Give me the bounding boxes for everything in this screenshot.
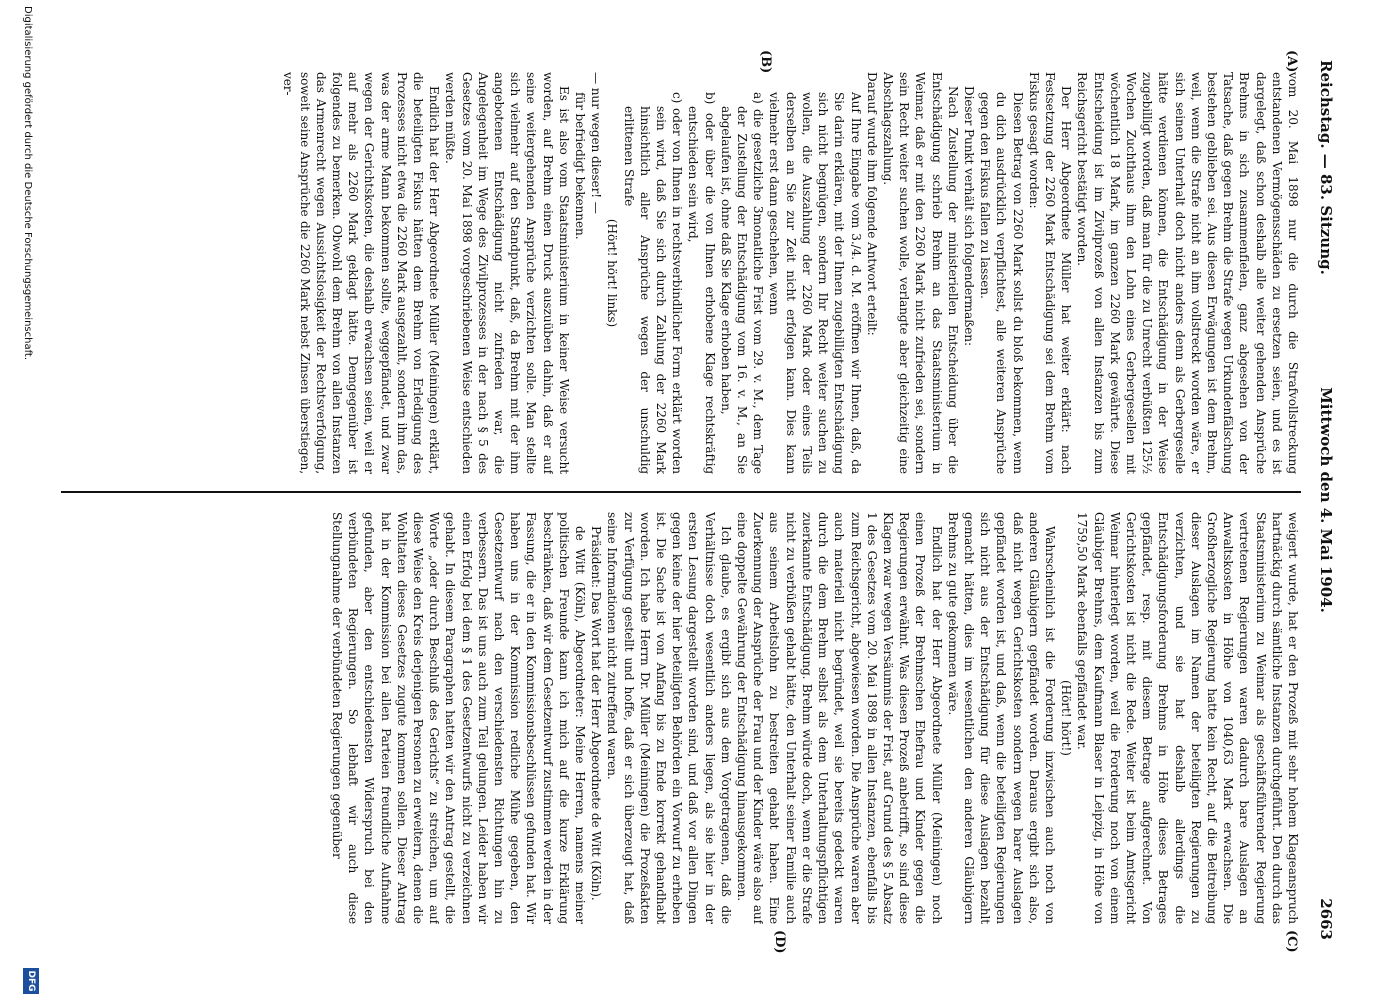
page-number: 2663 <box>1317 898 1335 940</box>
quote: Diesen Betrag von 2260 Mark sollst du bloß bekommen, wenn du dich ausdrücklich verpflichtest, alle weiteren Ansprüche gegen den Fiskus fallen zu lassen. <box>978 92 1025 474</box>
header-session: Reichstag. — 83. Sitzung. <box>1317 60 1335 275</box>
margin-mark-b: (B) <box>758 50 773 74</box>
paragraph: Endlich hat der Herr Abgeordnete Müller (Meiningen) erklärt, die beteiligten Fiskus hätten dem Brehm von Erledigung des Prozesses nicht etwa die 2260 Mark ausgezahlt, sondern ihm das, was der arme Mann bekommen sollte, weggepfändet, und zwar wegen der Gerichtskosten, die deshalb erwachsen seien, weil er auf mehr als 2260 Mark geklagt hätte. Demgegenüber ist folgendes zu bemerken. Obwohl dem Brehm von allen Instanzen das Armenrecht wegen Aussichtslosigkeit der Rechtsverfolgung, soweit seine Ansprüche die 2260 Mark nebst Zinsen überstiegen, ver- <box>281 72 442 474</box>
paragraph: Wahrscheinlich ist die Forderung inzwischen auch noch von anderen Gläubigern gepfändet worden. Daraus ergibt sich also, daß nicht wegen Gerichtskosten sondern wegen barer Auslagen gepfändet worden ist, und daß, wenn die beteiligten Regierungen sich nicht aus der Entschädigung für diese Auslagen bezahlt gemacht hätten, dies im wesentlichen den anderen Gläubigern Brehms zu gute gekommen wäre. <box>945 512 1057 924</box>
list-item: a) die gesetzliche 3monatliche Frist vom 29. v. M., dem Tage der Zustellung der Entschädigung vom 16. v. M., an Sie abgelaufen ist, ohne daß Sie Klage erhoben haben, <box>718 92 766 474</box>
dfg-logo: DFG <box>23 968 39 994</box>
list-item-end: für befriedigt bekennen. <box>573 92 588 240</box>
list-item: b) oder über die von Ihnen erhobene Klage rechtskräftig entschieden sein wird, <box>686 92 717 474</box>
footer-credit: Digitalisierung gefördert durch die Deutsche Forschungsgemeinschaft. <box>22 6 33 361</box>
interjection: (Hört! hört! links) <box>605 218 620 328</box>
right-column <box>101 512 1301 924</box>
column-divider <box>61 491 1301 493</box>
paragraph: Nach Zustellung der ministeriellen Entscheidung über die Entschädigung schrieb Brehm an das Staatsministerium in Weimar, daß er mit den 2260 Mark nicht zufrieden sei, sondern sein Recht weiter suchen wolle, verlangte aber gleichzeitig eine Abschlagszahlung. <box>880 72 960 474</box>
margin-mark-a: (A) <box>1284 50 1299 73</box>
quote: Auf Ihre Eingabe vom 3./4. d. M. eröffnen wir Ihnen, daß, da Sie darin erklären, mit der Ihnen zugebilligten Entschädigung sich nicht begnügen, sondern Ihr Recht weiter suchen zu wollen, die Auszahlung der 2260 Mark oder eines Teils derselben an Sie zur Zeit nicht erfolgen kann. Dies kann vielmehr erst dann geschehen, wenn <box>767 92 863 474</box>
paragraph: Ich glaube, es ergibt sich aus dem Vorgetragenen, daß die Verhältnisse doch wesentlich anders liegen, als sie hier in der ersten Lesung dargestellt worden sind, und daß vor allen Dingen gegen keine der hier beteiligten Behörden ein Vorwurf zu erheben ist. Die Sache ist von Anfang bis zu Ende korrekt gehandhabt worden. Ich habe Herrn Dr. Müller (Meiningen) die Prozeßakten zur Verfügung gestellt und hoffe, daß er sich überzeugt hat, daß seine Informationen nicht zutreffend waren. <box>605 512 733 924</box>
margin-mark-d: (D) <box>772 930 787 954</box>
interjection: — nur wegen dieser! — <box>589 72 604 214</box>
paragraph: vom 20. Mai 1898 nur die durch die Strafvollstreckung entstandenen Vermögensschäden zu ersetzen seien, und es ist dargelegt, daß schon deshalb alle weiter gehenden Ansprüche Brehms in sich zusammenfielen, ganz abgesehen von der Tatsache, daß gegen Brehm die Strafe wegen Urkundenfälschung bestehen geblieben sei. Aus diesen Erwägungen ist dem Brehm, weil, wenn die Strafe nicht an ihm vollstreckt worden wäre, er sich seinen Unterhalt doch nicht anders denn als Gerbergeselle hätte verdienen können, die Entschädigung in der Weise zugebilligt worden, daß man für die zu Unrecht verbüßten 125½ Wochen Zuchthaus ihm den Lohn eines Gerbergesellen mit wöchentlich 18 Mark, im ganzen 2260 Mark gewährte. Diese Entscheidung ist im Zivilprozeß von allen Instanzen bis zum Reichsgericht bestätigt worden. <box>1075 72 1300 474</box>
speaker-paragraph: de Witt (Köln), Abgeordneter: Meine Herren, namens meiner politischen Freunde kann ich mich auf die kurze Erklärung beschränken, daß wir dem Gesetzentwurf zustimmen werden in der Fassung, die er in den Kommissionsbeschlüssen gefunden hat. Wir haben uns in der Kommission redliche Mühe gegeben, den Gesetzentwurf nach den verschiedensten Richtungen hin zu verbessern. Das ist uns auch zum Teil gelungen. Leider haben wir einen Erfolg bei dem § 1 des Gesetzentwurfs nicht zu verzeichnen gehabt. In diesem Paragraphen hatten wir den Antrag gestellt, die Worte „oder durch Beschluß des Gerichts“ zu streichen, um auf diese Weise den Kreis derjenigen Personen zu erweitern, denen die Wohltaten dieses Gesetzes zugute kommen sollen. Dieser Antrag hat in der Kommission bei allen Parteien freundliche Aufnahme gefunden, aber den entschiedensten Widerspruch bei den verbündeten Regierungen. So lebhaft wir auch diese Stellungnahme der verbündeten Regierungen gegenüber <box>330 512 588 924</box>
paragraph: Dieser Punkt verhält sich folgendermaßen: <box>961 86 976 346</box>
page-header <box>1309 60 1335 940</box>
paragraph: Darauf wurde ihm folgende Antwort erteilt: <box>864 72 879 336</box>
header-date: Mittwoch den 4. Mai 1904. <box>1317 387 1335 613</box>
footer <box>11 0 41 1000</box>
left-column <box>101 72 1301 474</box>
list-item: c) oder von Ihnen in rechtsverbindlicher Form erklärt worden sein wird, daß Sie sich durch Zahlung der 2260 Mark hinsichtlich aller Ansprüche wegen der unschuldig erlittenen Strafe <box>621 92 685 474</box>
paragraph: Es ist also vom Staatsministerium in keiner Weise versucht worden, auf Brehm einen Druck auszuüben dahin, daß er auf seine weitergehenden Ansprüche verzichten solle. Man stellte sich vielmehr auf den Standpunkt, daß, da Brehm mit der ihm angebotenen Entschädigung nicht zufrieden war, die Angelegenheit im Wege des Zivilprozesses in der nach § 5 des Gesetzes vom 20. Mai 1898 vorgeschriebenen Weise entschieden werden müßte. <box>443 72 571 474</box>
speaker-paragraph: Präsident: Das Wort hat der Herr Abgeordnete de Witt (Köln). <box>589 526 604 901</box>
paragraph: weigert wurde, hat er den Prozeß mit sehr hohem Klageanspruch hartnäckig durch sämtliche Instanzen durchgeführt. Den durch das Staatsministerium zu Weimar als geschäftsführender Regierung vertretenen Regierungen waren dadurch bare Auslagen an Anwaltskosten in Höhe von 1040,63 Mark erwachsen. Die Großherzogliche Regierung hatte kein Recht, auf die Beitreibung dieser Auslagen im Namen der beteiligten Regierungen zu verzichten, und sie hat deshalb allerdings die Entschädigungsforderung Brehms in Höhe dieses Betrages gepfändet, resp. mit diesem Betrage aufgerechnet. Von Gerichtskosten ist nicht die Rede. Weiter ist beim Amtsgericht Weimar hinterlegt worden, weil die Forderung noch von einem Gläubiger Brehms, dem Kaufmann Blaser in Leipzig, in Höhe von 1759,50 Mark ebenfalls gepfändet war. <box>1075 512 1300 924</box>
paragraph: Der Herr Abgeordnete Müller hat weiter erklärt: nach Festsetzung der 2260 Mark Entschädigung sei dem Brehm vom Fiskus gesagt worden: <box>1026 72 1074 474</box>
margin-mark-c: (C) <box>1284 930 1299 953</box>
interjection: (Hört! hört!) <box>1059 680 1074 756</box>
paragraph: Endlich hat der Herr Abgeordnete Müller (Meiningen) noch einen Prozeß der Brehmschen Ehefrau und Kinder gegen die Regierungen erwähnt. Was diesen Prozeß anbetrifft, so sind diese Klagen zwar wegen Versäumnis der Frist, auf Grund des § 5 Absatz 1 des Gesetzes vom 20. Mai 1898 in allen Instanzen, ebenfalls bis zum Reichsgericht, abgewiesen worden. Die Ansprüche waren aber auch materiell nicht begründet, weil sie bereits gedeckt waren durch die dem Brehm selbst als dem Unterhaltungspflichtigen zuerkannte Entschädigung. Brehm würde doch, wenn er die Strafe nicht zu verbüßen gehabt hätte, den Unterhalt seiner Familie auch aus seinem Arbeitslohn zu bestreiten gehabt haben. Eine Zuerkennung der Ansprüche der Frau und der Kinder wäre also auf eine doppelte Gewährung der Entschädigung hinausgekommen. <box>735 512 944 924</box>
